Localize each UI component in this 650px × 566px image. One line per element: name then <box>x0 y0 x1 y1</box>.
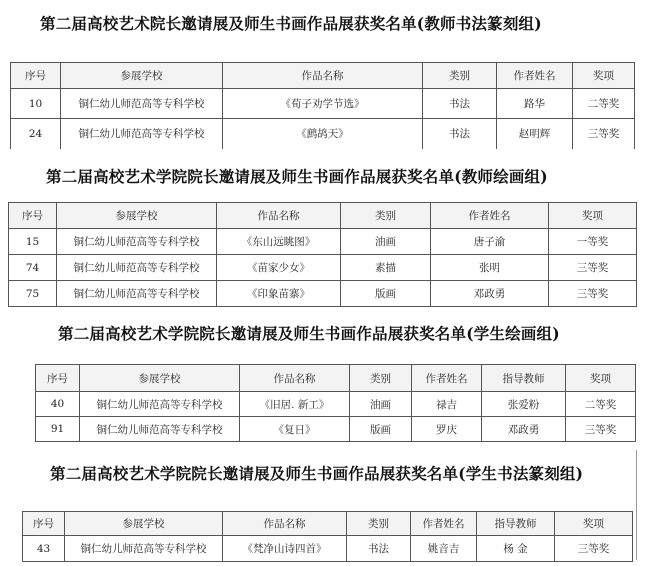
cell-index: 40 <box>36 392 80 417</box>
header-category: 类别 <box>423 63 497 89</box>
page-edge-line <box>636 450 637 560</box>
cell-index: 15 <box>9 229 57 255</box>
cell-advisor: 张爱粉 <box>482 392 566 417</box>
cell-category: 素描 <box>341 255 431 281</box>
section-1-table <box>10 62 635 149</box>
header-category: 类别 <box>347 512 411 536</box>
header-category: 类别 <box>350 365 412 392</box>
header-school: 参展学校 <box>57 203 217 229</box>
cell-award: 三等奖 <box>549 255 637 281</box>
header-work: 作品名称 <box>223 63 423 89</box>
table-header-row <box>11 63 635 89</box>
cell-work: 《苗家少女》 <box>217 255 341 281</box>
header-index: 序号 <box>11 63 61 89</box>
cell-category: 油画 <box>350 392 412 417</box>
table-row <box>23 536 633 562</box>
cell-author: 姚音吉 <box>411 536 477 562</box>
cell-work: 《复日》 <box>240 417 350 442</box>
table-row <box>36 417 636 442</box>
cell-work: 《印象苗寨》 <box>217 281 341 307</box>
header-author: 作者姓名 <box>431 203 549 229</box>
header-category: 类别 <box>341 203 431 229</box>
table-row <box>9 281 637 307</box>
header-school: 参展学校 <box>80 365 240 392</box>
cell-school: 铜仁幼儿师范高等专科学校 <box>57 229 217 255</box>
section-1-title: 第二届高校艺术院长邀请展及师生书画作品展获奖名单(教师书法篆刻组) <box>40 14 542 33</box>
cell-award: 三等奖 <box>549 281 637 307</box>
header-award: 奖项 <box>573 63 635 89</box>
cell-award: 二等奖 <box>573 89 635 119</box>
header-author: 作者姓名 <box>412 365 482 392</box>
table-row <box>11 89 635 119</box>
header-school: 参展学校 <box>61 63 223 89</box>
cell-school: 铜仁幼儿师范高等专科学校 <box>80 392 240 417</box>
section-2-title: 第二届高校艺术学院院长邀请展及师生书画作品展获奖名单(教师绘画组) <box>46 167 548 186</box>
cell-school: 铜仁幼儿师范高等专科学校 <box>57 255 217 281</box>
cell-index: 43 <box>23 536 65 562</box>
cell-award: 三等奖 <box>566 417 636 442</box>
cell-work: 《东山远眺图》 <box>217 229 341 255</box>
cell-author: 唐子渝 <box>431 229 549 255</box>
table-header-row <box>9 203 637 229</box>
table-row <box>11 119 635 149</box>
cell-school: 铜仁幼儿师范高等专科学校 <box>61 89 223 119</box>
header-work: 作品名称 <box>217 203 341 229</box>
cell-index: 75 <box>9 281 57 307</box>
header-school: 参展学校 <box>65 512 223 536</box>
cell-author: 禄吉 <box>412 392 482 417</box>
cell-work: 《荀子劝学节选》 <box>223 89 423 119</box>
cell-award: 三等奖 <box>573 119 635 149</box>
header-index: 序号 <box>23 512 65 536</box>
cell-school: 铜仁幼儿师范高等专科学校 <box>57 281 217 307</box>
cell-author: 路华 <box>497 89 573 119</box>
cell-author: 张明 <box>431 255 549 281</box>
cell-advisor: 杨 金 <box>477 536 555 562</box>
cell-index: 74 <box>9 255 57 281</box>
cell-work: 《梵净山诗四首》 <box>223 536 347 562</box>
section-4-title: 第二届高校艺术学院院长邀请展及师生书画作品展获奖名单(学生书法篆刻组) <box>50 464 584 483</box>
cell-category: 书法 <box>347 536 411 562</box>
header-author: 作者姓名 <box>411 512 477 536</box>
cell-award: 二等奖 <box>566 392 636 417</box>
table-header-row <box>23 512 633 536</box>
header-work: 作品名称 <box>240 365 350 392</box>
cell-award: 三等奖 <box>555 536 633 562</box>
cell-work: 《旧居. 新工》 <box>240 392 350 417</box>
table-row <box>9 229 637 255</box>
table-header-row <box>36 365 636 392</box>
header-award: 奖项 <box>549 203 637 229</box>
cell-index: 10 <box>11 89 61 119</box>
cell-category: 版画 <box>350 417 412 442</box>
cell-author: 邓政勇 <box>431 281 549 307</box>
header-award: 奖项 <box>555 512 633 536</box>
cell-school: 铜仁幼儿师范高等专科学校 <box>80 417 240 442</box>
section-3-title: 第二届高校艺术学院院长邀请展及师生书画作品展获奖名单(学生绘画组) <box>58 324 560 343</box>
cell-advisor: 邓政勇 <box>482 417 566 442</box>
cell-index: 91 <box>36 417 80 442</box>
cell-category: 书法 <box>423 89 497 119</box>
cell-category: 版画 <box>341 281 431 307</box>
header-index: 序号 <box>9 203 57 229</box>
cell-award: 一等奖 <box>549 229 637 255</box>
cell-school: 铜仁幼儿师范高等专科学校 <box>65 536 223 562</box>
header-advisor: 指导教师 <box>482 365 566 392</box>
header-advisor: 指导教师 <box>477 512 555 536</box>
section-3-table <box>35 364 636 442</box>
cell-school: 铜仁幼儿师范高等专科学校 <box>61 119 223 149</box>
section-4-table <box>22 511 633 562</box>
header-author: 作者姓名 <box>497 63 573 89</box>
cell-category: 油画 <box>341 229 431 255</box>
cell-work: 《鹧鸪天》 <box>223 119 423 149</box>
cell-index: 24 <box>11 119 61 149</box>
cell-author: 罗庆 <box>412 417 482 442</box>
cell-author: 赵明辉 <box>497 119 573 149</box>
table-row <box>9 255 637 281</box>
header-work: 作品名称 <box>223 512 347 536</box>
header-award: 奖项 <box>566 365 636 392</box>
header-index: 序号 <box>36 365 80 392</box>
table-row <box>36 392 636 417</box>
cell-category: 书法 <box>423 119 497 149</box>
section-2-table <box>8 202 637 307</box>
